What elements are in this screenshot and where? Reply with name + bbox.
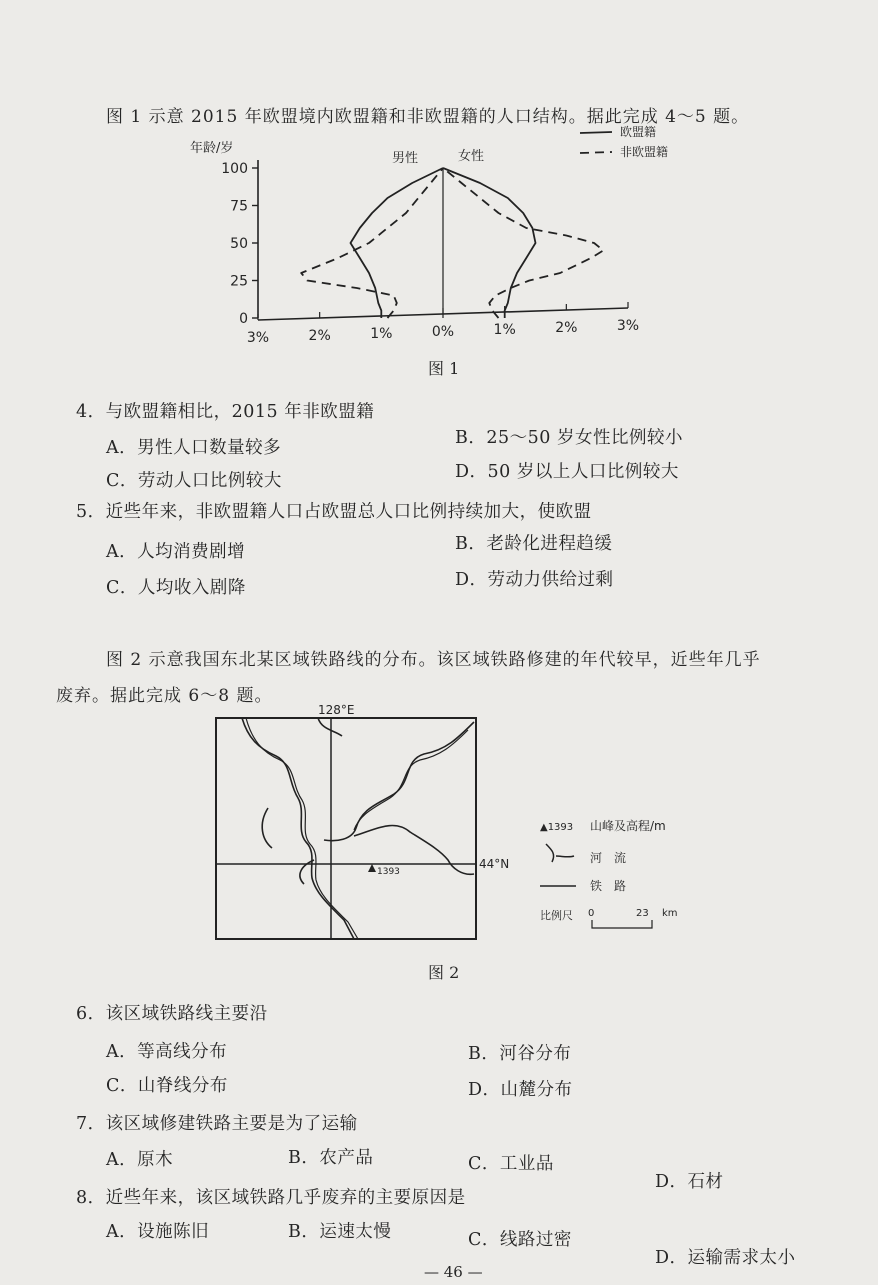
fig2-caption: 图 2: [428, 963, 460, 982]
female-label: 女性: [458, 149, 485, 164]
x-tick-label: 2%: [555, 320, 578, 336]
page-number: — 46 —: [424, 1263, 483, 1281]
q4-stem: 4．与欧盟籍相比，2015 年非欧盟籍: [76, 402, 375, 422]
x-tick-label: 3%: [246, 330, 270, 346]
river-legend-icon: [546, 844, 574, 862]
fig1-intro: 图 1 示意 2015 年欧盟境内欧盟籍和非欧盟籍的人口结构。据此完成 4～5 题。: [106, 107, 750, 127]
lat-label: 44°N: [479, 857, 510, 871]
q5-option-b: B．老龄化进程趋缓: [455, 534, 613, 554]
q8-option-c: C．线路过密: [468, 1230, 572, 1250]
q7-option-a: A．原木: [106, 1150, 174, 1170]
series-line: [301, 168, 443, 318]
peak-label: 1393: [377, 867, 400, 877]
q5-option-d: D．劳动力供给过剩: [455, 570, 614, 590]
x-tick-label: 3%: [616, 318, 640, 334]
map-legend: [540, 818, 678, 928]
legend-peak-text: 山峰及高程/m: [590, 819, 666, 833]
q4-option-c: C．劳动人口比例较大: [106, 471, 282, 491]
legend-rail: 铁 路: [590, 879, 627, 893]
scale-start: 0: [588, 908, 595, 919]
fig2-intro-line1: 图 2 示意我国东北某区域铁路线的分布。该区域铁路修建的年代较早，近些年几乎: [106, 650, 761, 670]
q6-stem: 6．该区域铁路线主要沿: [76, 1004, 268, 1024]
fig1-caption: 图 1: [428, 359, 460, 378]
legend-solid-line: [580, 132, 612, 133]
x-tick-label: 1%: [370, 326, 393, 342]
railway-ne: [354, 730, 468, 830]
q7-option-c: C．工业品: [468, 1154, 554, 1174]
y-tick-label: 0: [239, 311, 248, 327]
x-tick-label: 2%: [308, 328, 331, 344]
river-ne: [324, 722, 474, 841]
scale-bar: [592, 920, 652, 928]
series-line: [443, 168, 536, 318]
q6-option-d: D．山麓分布: [468, 1080, 573, 1100]
y-tick-label: 75: [230, 198, 248, 215]
river-west: [262, 808, 272, 848]
legend-peak-symbol: ▲1393: [540, 822, 574, 833]
y-tick-label: 100: [221, 161, 248, 177]
q8-option-d: D．运输需求太小: [655, 1248, 796, 1268]
rivers: [242, 718, 474, 939]
legend-dashed-line: [580, 152, 612, 153]
map-frame: [216, 718, 476, 939]
q6-option-a: A．等高线分布: [106, 1042, 228, 1062]
lon-label: 128°E: [318, 703, 355, 717]
y-tick-label: 25: [230, 273, 248, 290]
legend-river: 河 流: [590, 851, 627, 865]
q4-option-b: B．25～50 岁女性比例较小: [455, 428, 683, 448]
legend-label-noneu: 非欧盟籍: [620, 145, 669, 159]
q5-option-a: A．人均消费剧增: [106, 542, 246, 562]
q7-stem: 7．该区域修建铁路主要是为了运输: [76, 1114, 358, 1134]
population-pyramid-chart: [0, 0, 878, 400]
series-line: [443, 168, 603, 318]
y-axis-label: 年龄/岁: [190, 141, 234, 156]
q5-stem: 5．近些年来，非欧盟籍人口占欧盟总人口比例持续加大，使欧盟: [76, 502, 592, 522]
q7-option-b: B．农产品: [288, 1148, 374, 1168]
q8-stem: 8．近些年来，该区域铁路几乎废弃的主要原因是: [76, 1188, 466, 1208]
male-label: 男性: [392, 151, 419, 166]
q6-option-b: B．河谷分布: [468, 1044, 572, 1064]
river-main: [242, 718, 354, 939]
legend-label-eu: 欧盟籍: [620, 125, 657, 139]
q4-option-a: A．男性人口数量较多: [106, 438, 282, 458]
x-tick-label: 0%: [431, 324, 455, 340]
series-line: [351, 168, 444, 318]
fig2-intro-line2: 废弃。据此完成 6～8 题。: [56, 686, 273, 706]
railway-map: [0, 690, 878, 950]
scale-end: 23: [636, 908, 649, 919]
q8-option-b: B．运速太慢: [288, 1222, 392, 1242]
river-north: [318, 718, 342, 736]
q8-option-a: A．设施陈旧: [106, 1222, 210, 1242]
q5-option-c: C．人均收入剧降: [106, 578, 246, 598]
q7-option-d: D．石材: [655, 1172, 724, 1192]
peak-icon: [368, 864, 376, 872]
scale-unit: km: [662, 908, 678, 919]
y-tick-label: 50: [230, 236, 248, 252]
scale-label: 比例尺: [540, 909, 573, 922]
x-tick-label: 1%: [493, 322, 516, 338]
q4-option-d: D．50 岁以上人口比例较大: [455, 462, 679, 482]
q6-option-c: C．山脊线分布: [106, 1076, 228, 1096]
